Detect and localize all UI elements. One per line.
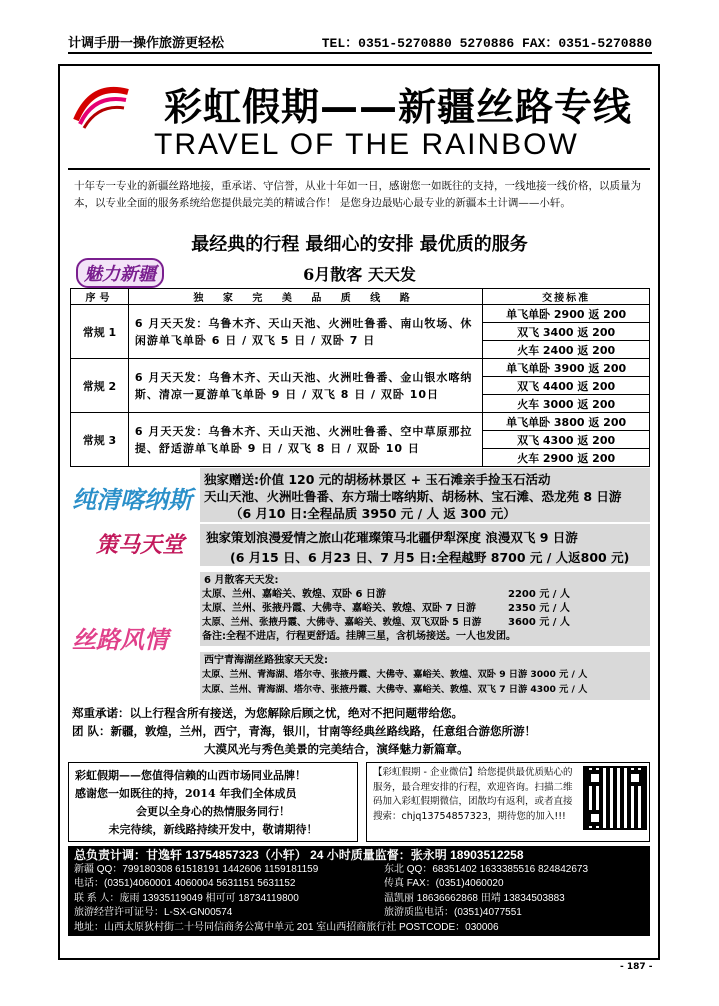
charm-xinjiang-badge: 魅力新疆 bbox=[76, 258, 164, 288]
table-header-price: 交接标准 bbox=[483, 289, 650, 305]
price-cell: 双飞 4400 返 200 bbox=[483, 377, 650, 395]
price-cell: 火车 2400 返 200 bbox=[483, 341, 650, 359]
brand-box bbox=[68, 762, 358, 842]
page-header bbox=[68, 34, 652, 54]
footer-fax: 传真 FAX：(0351)4060020 bbox=[384, 878, 504, 890]
table-header-no: 序号 bbox=[71, 289, 129, 305]
brand-line: 感谢您一如既往的持，2014 年我们全体成员 bbox=[75, 787, 297, 800]
intro-paragraph: 十年专一专业的新疆丝路地接，重承诺、守信誉，从业十年如一日，感谢您一如既往的支持，一线地接一线价格，以质量为本，以专业全面的服务系统给您提供最完美的精诚合作！ 是您身边最贴心最专业的新疆本土计调——小轩。 bbox=[74, 180, 641, 209]
team-line: 团 队：新疆，敦煌，兰州，西宁，青海，银川，甘南等经典丝路线路，任意组合游您所游！ bbox=[72, 724, 536, 738]
kanas-route: 天山天池、火洲吐鲁番、东方瑞士喀纳斯、胡杨林、宝石滩、恐龙苑 8 日游 bbox=[204, 489, 622, 504]
promise-line: 郑重承诺：以上行程含所有接送，为您解除后顾之忧，绝对不把问题带给您。 bbox=[72, 706, 463, 720]
silk-qinghai-row: 太原、兰州、青海湖、塔尔寺、张掖丹霞、大佛寺、嘉峪关、敦煌、双卧 9 日游 3000 元 / 人 bbox=[202, 669, 588, 680]
silk-route-price: 3600 元 / 人 bbox=[508, 617, 570, 628]
route-description: 6 月天天发：乌鲁木齐、天山天池、火洲吐鲁番、金山银水喀纳斯、清凉一夏游单飞单卧 9 日 / 双飞 8 日 / 双卧 10日 bbox=[128, 359, 482, 413]
table-row bbox=[71, 413, 650, 431]
silk-header-2: 西宁青海湖丝路独家天天发: bbox=[204, 655, 328, 666]
table-row bbox=[71, 359, 650, 377]
price-cell: 单飞单卧 3900 返 200 bbox=[483, 359, 650, 377]
brand-line: 彩虹假期——您值得信赖的山西市场同业品牌！ bbox=[75, 769, 306, 782]
route-description: 6 月天天发：乌鲁木齐、天山天池、火洲吐鲁番、南山牧场、休闲游单飞单卧 6 日 / 双飞 5 日 / 双卧 7 日 bbox=[128, 305, 482, 359]
silk-qinghai-row: 太原、兰州、青海湖、塔尔寺、张掖丹霞、大佛寺、嘉峪关、敦煌、双飞 7 日游 4300 元 / 人 bbox=[202, 684, 588, 695]
footer-contacts: 温凯丽 18636662868 田靖 13834503883 bbox=[384, 892, 565, 904]
rainbow-logo-icon bbox=[72, 80, 132, 132]
silk-route-row: 太原、兰州、张掖丹霞、大佛寺、嘉峪关、敦煌、双卧 7 日游 bbox=[202, 603, 476, 614]
footer-qq: 新疆 QQ：799180308 61518191 1442606 1159181159 bbox=[74, 863, 319, 875]
price-cell: 双飞 4300 返 200 bbox=[483, 431, 650, 449]
yili-art-title: 策马天堂 bbox=[96, 532, 185, 558]
kanas-art-title: 纯清喀纳斯 bbox=[72, 485, 192, 514]
service-slogan: 最经典的行程 最细心的安排 最优质的服务 bbox=[191, 234, 528, 255]
price-cell: 双飞 3400 返 200 bbox=[483, 323, 650, 341]
qr-code-icon[interactable] bbox=[583, 766, 647, 830]
footer-contacts: 联 系 人：庞雨 13935119049 相可可 18734119800 bbox=[74, 892, 299, 904]
silk-route-price: 2350 元 / 人 bbox=[508, 603, 570, 614]
title-block bbox=[68, 76, 650, 168]
silk-route-price: 2200 元 / 人 bbox=[508, 589, 570, 600]
footer-manager: 总负责计调：甘逸轩 13754857323（小轩） 24 小时质量监督：张永明 18903512258 bbox=[74, 848, 524, 862]
table-header-row bbox=[71, 289, 650, 305]
page-number: - 187 - bbox=[620, 962, 653, 972]
silk-route-row: 太原、兰州、嘉峪关、敦煌、双卧 6 日游 bbox=[202, 589, 386, 600]
promise-tagline: 大漠风光与秀色美景的完美结合，演绎魅力新篇章。 bbox=[204, 742, 469, 756]
header-contact: TEL：0351-5270880 5270886 FAX：0351-5270880 bbox=[321, 36, 652, 51]
kanas-price: （6 月10 日:全程品质 3950 元 / 人 返 300 元） bbox=[230, 506, 516, 521]
footer-license: 旅游经营许可证号：L-SX-GN00574 bbox=[74, 907, 233, 919]
footer-qq: 东北 QQ：68351402 1633385516 824842673 bbox=[384, 863, 589, 875]
silk-route-row: 太原、兰州、张掖丹霞、大佛寺、嘉峪关、敦煌、双飞双卧 5 日游 bbox=[202, 617, 482, 628]
silk-art-title: 丝路风情 bbox=[72, 625, 168, 654]
silk-header-1: 6 月散客天天发: bbox=[204, 575, 279, 586]
footer-tel: 电话：(0351)4060001 4060004 5631151 5631152 bbox=[74, 878, 296, 890]
route-type: 常规 3 bbox=[71, 413, 129, 467]
table-header-route: 独 家 完 美 品 质 线 路 bbox=[128, 289, 482, 305]
english-title: TRAVEL OF THE RAINBOW bbox=[154, 128, 579, 161]
footer-address: 地址：山西太原狄村街二十号同信商务公寓中单元 201 室山西招商旅行社 POSTCODE：030006 bbox=[74, 921, 499, 933]
main-title: 彩虹假期——新疆丝路专线 bbox=[164, 85, 633, 129]
yili-price: (6 月15 日、6 月23 日、7 月5 日:全程越野 8700 元 / 人返800 元) bbox=[230, 550, 630, 565]
route-table bbox=[70, 288, 650, 467]
yili-route: 独家策划浪漫爱情之旅山花璀璨策马北疆伊犁深度 浪漫双飞 9 日游 bbox=[206, 530, 578, 545]
title-divider bbox=[68, 168, 650, 170]
contact-footer bbox=[68, 846, 650, 936]
kanas-gift: 独家赠送:价值 120 元的胡杨林景区 + 玉石滩亲手捡玉石活动 bbox=[204, 472, 551, 487]
silk-note: 备注:全程不进店，行程更舒适。挂牌三星，含机场接送。一人也发团。 bbox=[202, 631, 516, 642]
price-cell: 火车 2900 返 200 bbox=[483, 449, 650, 467]
price-cell: 火车 3000 返 200 bbox=[483, 395, 650, 413]
brand-line: 未完待续，新线路持续开发中，敬请期待！ bbox=[108, 823, 318, 836]
brand-line: 会更以全身心的热情服务同行！ bbox=[136, 805, 290, 818]
schedule-title: 6月散客 天天发 bbox=[303, 265, 416, 284]
table-row bbox=[71, 305, 650, 323]
footer-supervise: 旅游质监电话：(0351)4077551 bbox=[384, 907, 522, 919]
route-type: 常规 2 bbox=[71, 359, 129, 413]
header-slogan: 计调手册一操作旅游更轻松 bbox=[68, 36, 225, 51]
price-cell: 单飞单卧 3800 返 200 bbox=[483, 413, 650, 431]
price-cell: 单飞单卧 2900 返 200 bbox=[483, 305, 650, 323]
route-description: 6 月天天发：乌鲁木齐、天山天池、火洲吐鲁番、空中草原那拉提、舒适游单飞单卧 9 日 / 双飞 8 日 / 双卧 10 日 bbox=[128, 413, 482, 467]
route-type: 常规 1 bbox=[71, 305, 129, 359]
wechat-text: 【彩虹假期 - 企业微信】给您提供最优质贴心的服务，最合理安排的行程，欢迎咨询。扫描二维码加入彩虹假期微信，团散均有返利，或者直接搜索：chjq13754857323，期待您的加入!!! bbox=[373, 767, 573, 822]
